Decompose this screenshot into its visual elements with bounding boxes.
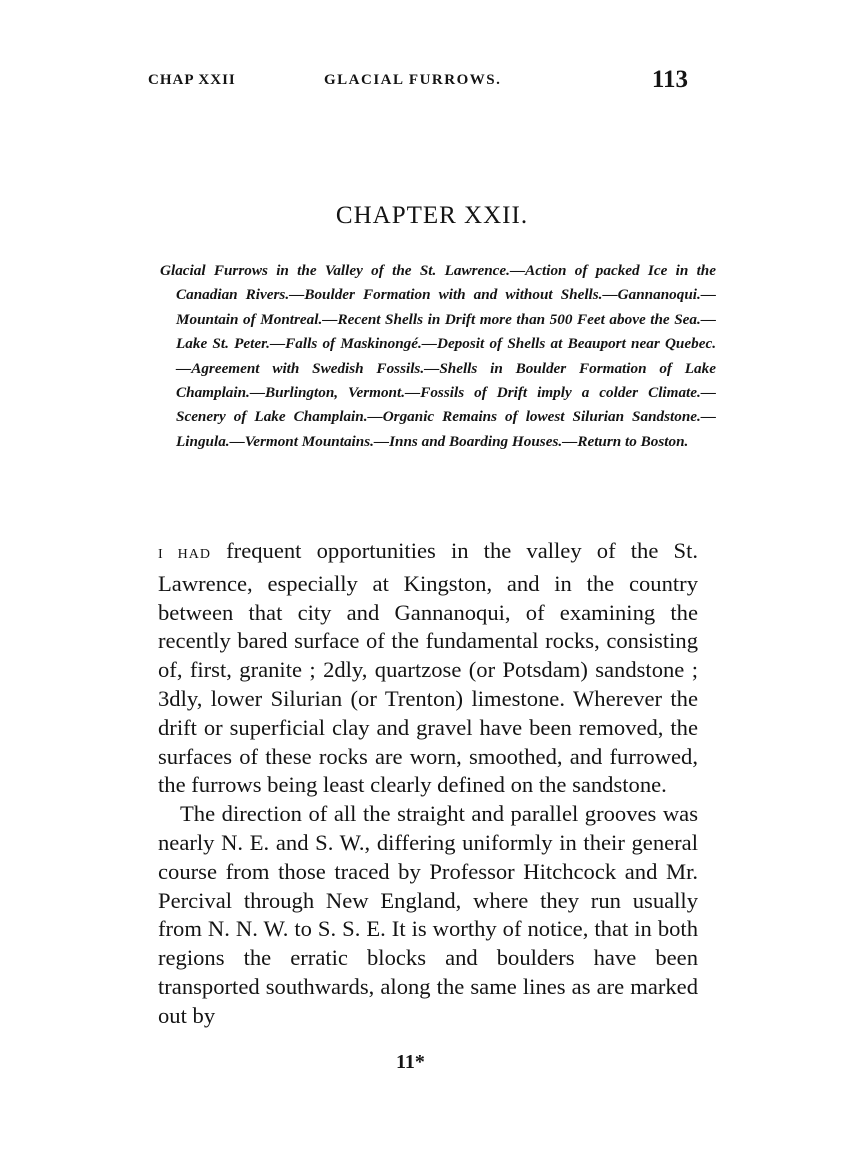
paragraph-1-text: frequent opportunities in the valley of the St. Lawrence, especially at Kingston, and in the country between that city and Gannanoqui, of examining the recently bared surface of the fundamental rocks, consisting of, first, granite ; 2dly, quartzose (or Potsdam) sandstone ; 3dly, lower Silurian (or Trenton) limestone. Wherever the drift or superficial clay and gravel have been removed, the surfaces of these rocks are worn, smoothed, and furrowed, the furrows being least clearly defined on the sandstone.: [158, 538, 698, 798]
paragraph-2: The direction of all the straight and parallel grooves was nearly N. E. and S. W., differing uniformly in their general course from those traced by Professor Hitchcock and Mr. Percival through New England, where they run usually from N. N. W. to S. S. E. It is worthy of notice, that in both regions the erratic blocks and boulders have been transported southwards, along the same lines as are marked out by: [158, 801, 698, 1028]
chapter-summary: Glacial Furrows in the Valley of the St. Lawrence.—Action of packed Ice in the Canadian Rivers.—Boulder Formation with and without Shells.—Gannanoqui.—Mountain of Montreal.—Recent Shells in Drift more than 500 Feet above the Sea.—Lake St. Peter.—Falls of Maskinongé.—Deposit of Shells at Beauport near Quebec.—Agreement with Swedish Fossils.—Shells in Boulder Formation of Lake Champlain.—Burlington, Vermont.—Fossils of Drift imply a colder Climate.—Scenery of Lake Champlain.—Organic Remains of lowest Silurian Sandstone.—Lingula.—Vermont Mountains.—Inns and Boarding Houses.—Return to Boston.: [160, 262, 716, 450]
page-number: 113: [651, 66, 688, 93]
chapter-heading: CHAPTER XXII.: [335, 202, 529, 229]
body-text: [158, 537, 698, 1031]
running-head: [148, 66, 688, 96]
paragraph-1: [158, 537, 698, 800]
signature-mark: 11*: [396, 1051, 425, 1073]
opening-words: I HAD: [158, 547, 211, 562]
running-head-title: GLACIAL FURROWS.: [324, 72, 502, 88]
running-head-chapter: CHAP XXII: [148, 72, 236, 88]
